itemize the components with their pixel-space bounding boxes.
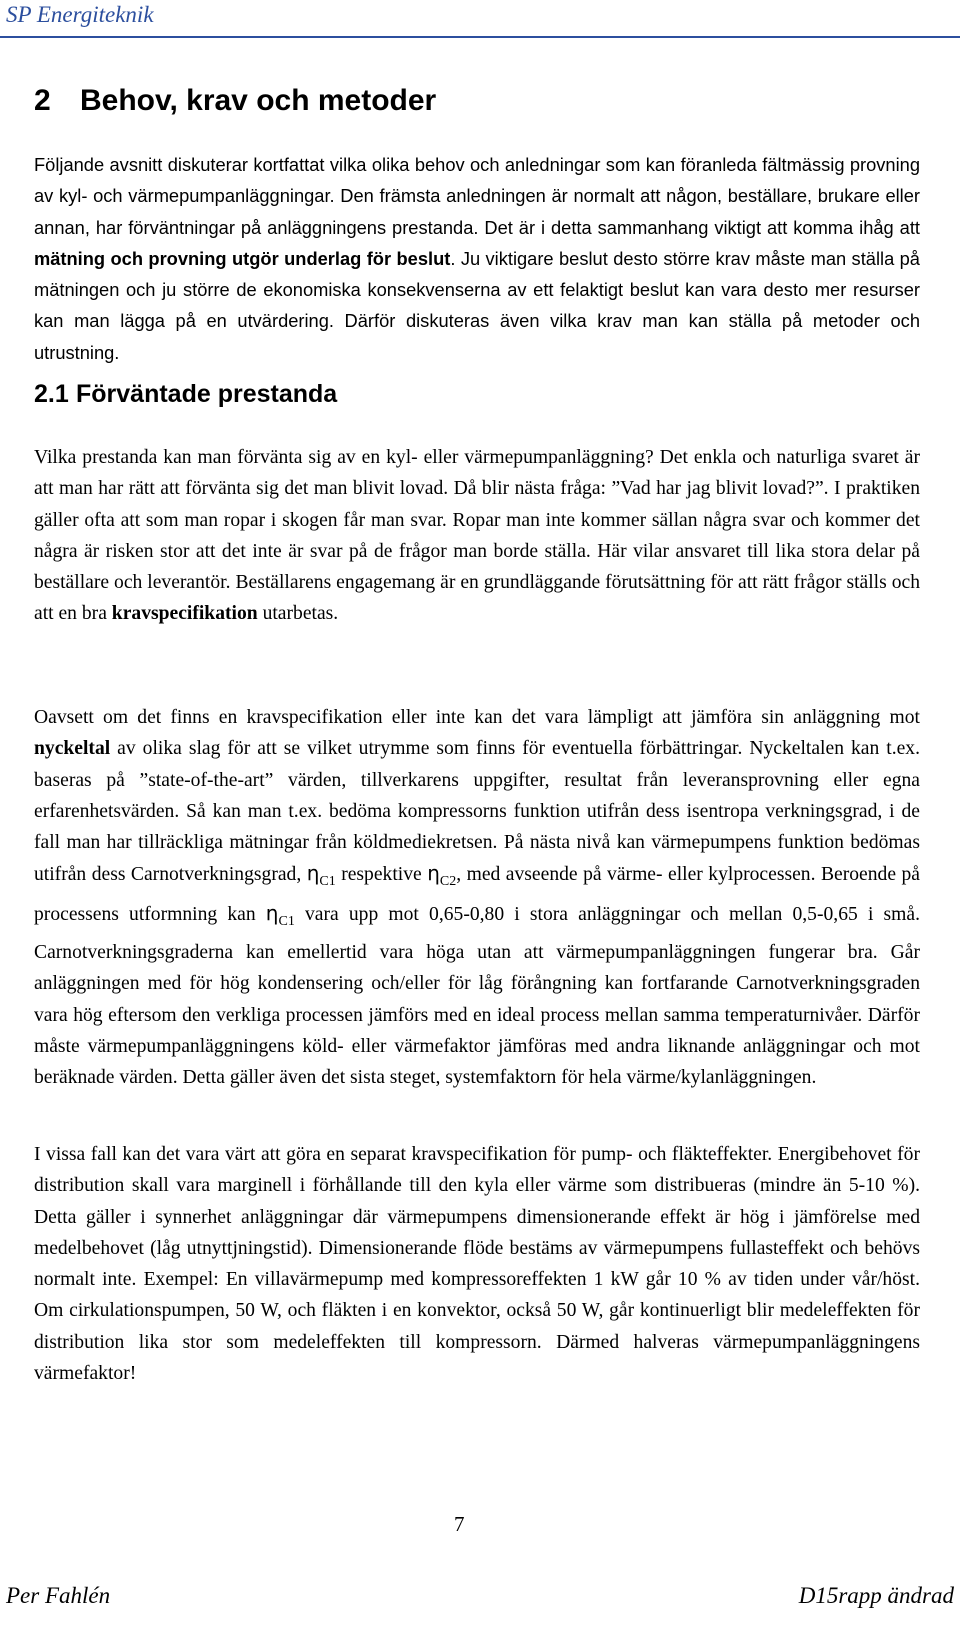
- paragraph-text: . Ju viktigare beslut desto större krav måste man ställa på mätningen och ju större de ekonomiska konsekvenserna av ett felaktigt beslut kan vara desto mer resurser kan man lägga på en utvärdering. Därför diskuteras även vilka krav man kan ställa på metoder och utrustning.: [34, 247, 920, 363]
- emphasis-text: kravspecifikation: [111, 603, 258, 625]
- paragraph-text: I vissa fall kan det vara värt att göra en separat kravspecifikation för pump- och fläkteffekter. Energibehovet för distribution skall vara marginell i förhållande till den kyla eller värme som distribueras (mindre än 5-10 %). Detta gäller i synnerhet anläggningar där värmepumpens dimensionerande effekt är hög i jämförelse med medelbehovet (låg utnyttjningstid). Dimensionerande flöde bestäms av värmepumpens fullasteffekt och behövs normalt inte. Exempel: En villavärmepump med kompressoreffekten 1 kW går 10 % av tiden under vår/höst. Om cirkulationspumpen, 50 W, och fläkten i en konvektor, också 50 W, går kontinuerligt blir medeleffekten för distribution lika stor som medeleffekten till kompressorn. Därmed halveras värmepumpanläggningens värmefaktor!: [34, 1144, 920, 1385]
- paragraph-text: utarbetas.: [257, 603, 339, 625]
- paragraph-text: , med avseende på värme- eller kylprocessen. Beroende på processens utformning kan: [34, 864, 920, 925]
- paragraph-text: Oavsett om det finns en kravspecifikation eller inte kan det vara lämpligt att jämföra sin anläggning mot: [34, 707, 920, 728]
- paragraph-text: vara upp mot 0,65-0,80 i stora anläggningar och mellan 0,5-0,65 i små. Carnotverkningsgraderna kan emellertid vara höga utan att värmepumpanläggningen fungerar bra. Går anläggningen med för hög kondensering och/eller för låg förångning kan fortfarande Carnotverkningsgraden vara hög eftersom den verkliga processen jämförs med en ideal process mellan samma temperaturnivåer. Därför måste värmepumpanläggningens köld- eller värmefaktor jämföras med andra liknande anläggningar och mot beräknade värden. Detta gäller även det sista steget, systemfaktorn för hela värme/kylanläggningen.: [34, 903, 920, 1089]
- subsection-title: Förväntade prestanda: [76, 380, 338, 408]
- eta-symbol: η: [427, 861, 440, 886]
- footer-report-id: D15rapp ändrad: [798, 1583, 954, 1608]
- emphasis-text: nyckeltal: [34, 738, 111, 760]
- subscript: C2: [439, 874, 457, 890]
- running-header: SP Energiteknik: [6, 2, 154, 27]
- paragraph-expected-performance: [34, 442, 920, 630]
- paragraph-text: Följande avsnitt diskuterar kortfattat vilka olika behov och anledningar som kan föranleda fältmässig provning av kyl- och värmepumpanläggningar. Den främsta anledningen är normalt att någon, beställare, brukare eller annan, har förväntningar på anläggningens prestanda. Det är i detta sammanhang viktigt att komma ihåg att: [34, 154, 920, 238]
- eta-symbol: η: [265, 900, 279, 925]
- section-heading: [34, 84, 436, 118]
- subsection-heading: [34, 380, 337, 409]
- section-title: Behov, krav och metoder: [80, 84, 437, 117]
- emphasis-text: mätning och provning utgör underlag för beslut: [34, 247, 451, 269]
- paragraph-text: respektive: [335, 864, 428, 886]
- subsection-number: 2.1: [34, 380, 69, 408]
- paragraph-pump-fan: [34, 1139, 920, 1389]
- page-number: 7: [454, 1512, 465, 1536]
- paragraph-key-figures: [34, 702, 920, 1094]
- header-rule: [0, 36, 960, 38]
- subscript: C1: [278, 913, 295, 929]
- paragraph-text: av olika slag för att se vilket utrymme som finns för eventuella förbättringar. Nyckeltalen kan t.ex. baseras på ”state-of-the-art” värden, tillverkarens uppgifter, resultat från leveransprovning eller egna erfarenhetsvärden. Så kan man t.ex. bedöma kompressorns funktion utifrån dess isentropa verkningsgrad, i de fall man har tillräckliga mätningar från köldmediekretsen. På nästa nivå kan värmepumpens funktion bedömas utifrån dess Carnotverkningsgrad,: [34, 738, 920, 886]
- paragraph-intro: [34, 149, 920, 368]
- paragraph-text: Vilka prestanda kan man förvänta sig av en kyl- eller värmepumpanläggning? Det enkla och naturliga svaret är att man har rätt att förvänta sig det man blivit lovad. Då blir nästa fråga: ”Vad har jag blivit lovad?”. I praktiken gäller ofta att som man ropar i skogen får man svar. Ropar man inte kommer sällan några svar och kommer det några är risken stor att det inte är svar på de frågor man borde ställa. Här vilar ansvaret till lika stora delar på beställare och leverantör. Beställarens engagemang är en grundläggande förutsättning för att rätt frågor ställs och att en bra: [34, 447, 920, 625]
- section-number: 2: [34, 84, 51, 117]
- eta-symbol: η: [306, 861, 320, 886]
- footer-author: Per Fahlén: [6, 1583, 111, 1608]
- subscript: C1: [319, 874, 336, 890]
